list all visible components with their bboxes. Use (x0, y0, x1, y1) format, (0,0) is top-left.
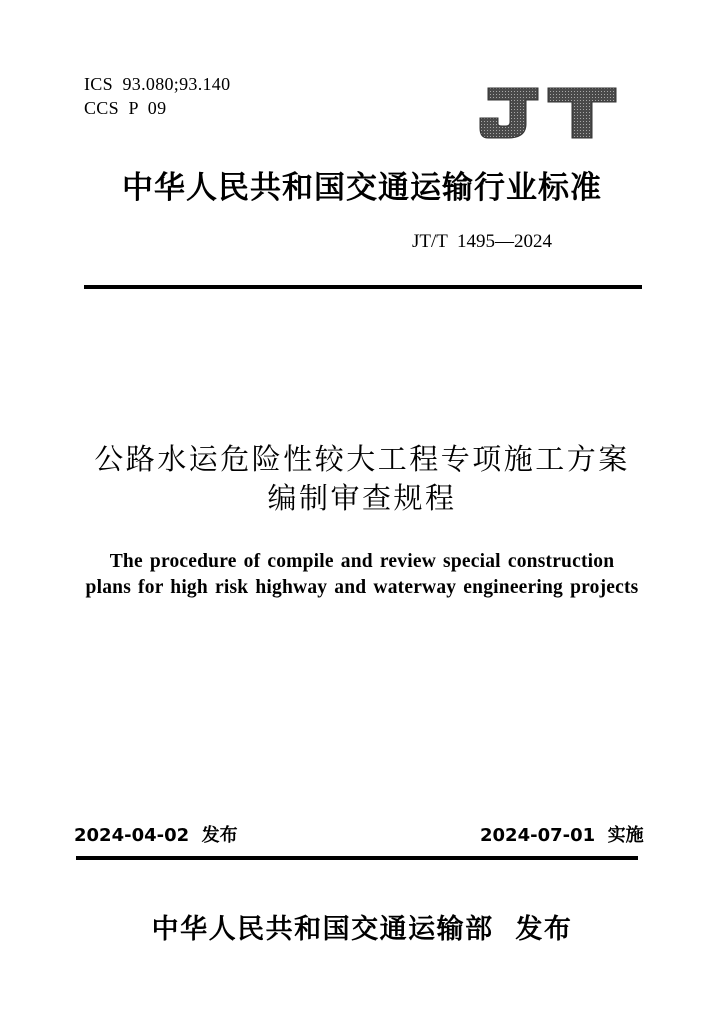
english-title (0, 549, 724, 601)
classification-codes (84, 72, 230, 120)
industry-standard-title: 中华人民共和国交通运输行业标准 (122, 170, 602, 206)
issuer: 中华人民共和国交通运输部 发布 (151, 914, 573, 945)
ics-code: ICS 93.080;93.140 (84, 74, 231, 94)
bottom-divider (76, 856, 638, 860)
chinese-title-line: 编制审查规程 (267, 481, 457, 515)
jt-logo (474, 84, 620, 142)
english-title-line: The procedure of compile and review special construction (109, 551, 615, 572)
issue-date: 2024-04-02 发布 (74, 825, 238, 846)
top-divider (84, 285, 642, 289)
chinese-title (0, 440, 724, 518)
ccs-code: CCS P 09 (84, 98, 167, 118)
english-title-line: plans for high risk highway and waterway engineering projects (85, 577, 639, 598)
standard-code: JT/T 1495—2024 (412, 231, 553, 252)
implementation-date: 2024-07-01 实施 (480, 825, 644, 846)
chinese-title-line: 公路水运危险性较大工程专项施工方案 (94, 442, 630, 476)
